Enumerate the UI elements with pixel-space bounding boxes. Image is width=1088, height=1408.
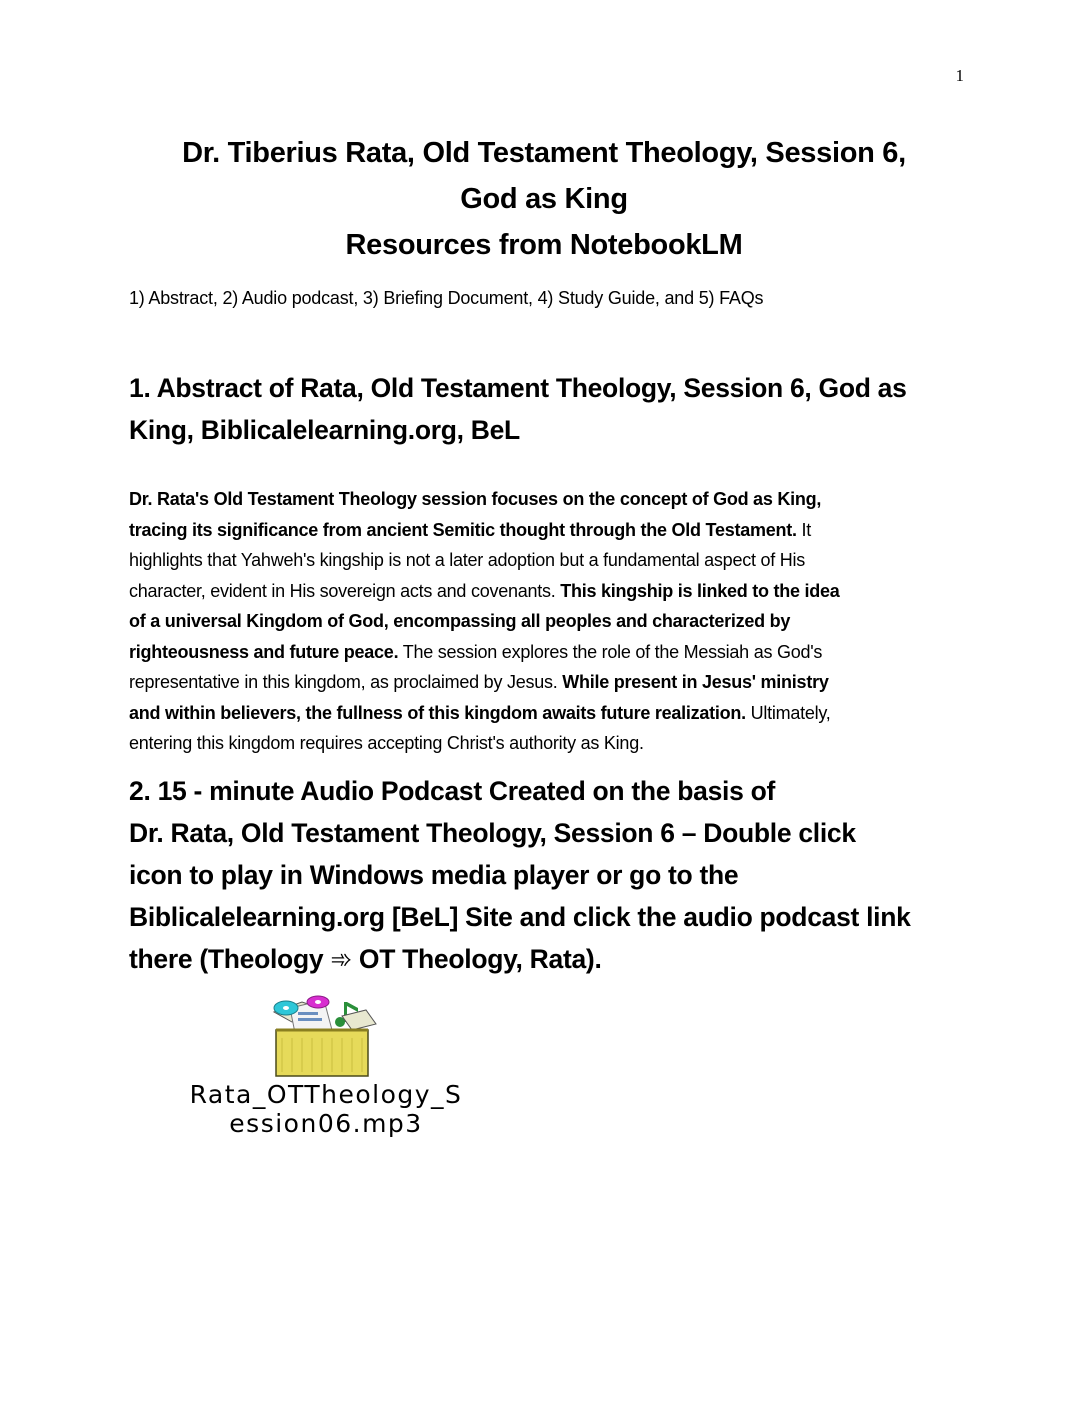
abstract-line [129,606,969,637]
podcast-heading [129,770,979,981]
file-name-line: ession06.mp3 [229,1109,423,1138]
body-text: highlights that Yahweh's kingship is not a later adoption but a fundamental aspect of His [129,550,805,570]
bold-text: righteousness and future peace. [129,641,399,662]
title-line: Resources from NotebookLM [345,229,743,261]
heading-line [129,938,979,981]
page-number: 1 [955,66,964,85]
body-text: entering this kingdom requires accepting Christ's authority as King. [129,733,644,753]
file-name-line: Rata_OTTheology_S [189,1080,463,1109]
abstract-line [129,484,969,515]
heading-text: OT Theology, Rata). [351,944,602,974]
arrow-right-icon: ➾ [330,945,352,975]
abstract-line [129,637,969,668]
body-text: The session explores the role of the Messiah as God's [398,641,823,662]
contents-line: 1) Abstract, 2) Audio podcast, 3) Briefing Document, 4) Study Guide, and 5) FAQs [129,288,764,308]
document-title [100,130,988,268]
heading-line: Biblicalelearning.org [BeL] Site and click the audio podcast link [129,902,911,932]
bold-text: While present in Jesus' ministry [562,672,829,692]
heading-line: 1. Abstract of Rata, Old Testament Theology, Session 6, God as [129,373,907,403]
heading-line: Dr. Rata, Old Testament Theology, Session 6 – Double click [129,818,856,848]
heading-line: 2. 15 - minute Audio Podcast Created on the basis of [129,776,776,806]
media-package-icon[interactable] [262,994,382,1078]
body-text: representative in this kingdom, as proclaimed by Jesus. [129,672,563,692]
title-line: Dr. Tiberius Rata, Old Testament Theology, Session 6, [182,137,906,169]
heading-line: icon to play in Windows media player or go to the [129,860,739,890]
bold-text: of a universal Kingdom of God, encompassing all peoples and characterized by [129,611,791,631]
bold-text: Dr. Rata's Old Testament Theology session focuses on the concept of God as King, [129,489,822,509]
title-line: God as King [460,183,628,215]
abstract-line [129,545,969,576]
abstract-line [129,576,969,607]
abstract-line [129,515,969,546]
body-text: It [796,519,812,540]
abstract-heading [129,367,969,451]
bold-text: and within believers, the fullness of this kingdom awaits future realization. [129,702,746,723]
abstract-line [129,667,969,698]
media-package-icon-graphic [262,994,382,1078]
abstract-paragraph [129,484,969,759]
bold-text: tracing its significance from ancient Semitic thought through the Old Testament. [129,519,797,540]
body-text: character, evident in His sovereign acts and covenants. [129,580,561,601]
heading-text: there (Theology [129,944,331,974]
abstract-line [129,728,969,759]
bold-text: This kingship is linked to the idea [560,580,840,601]
media-file-label[interactable] [126,1080,526,1138]
abstract-line [129,698,969,729]
heading-line: King, Biblicalelearning.org, BeL [129,415,520,445]
body-text: Ultimately, [745,702,831,723]
